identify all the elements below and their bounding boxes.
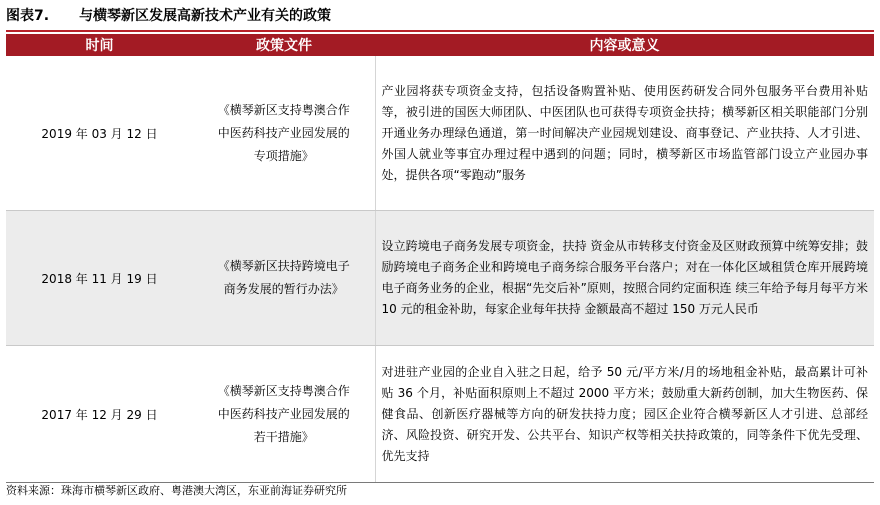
- row-date: 2018 年 11 月 19 日: [6, 211, 193, 346]
- policy-line: 商务发展的暂行办法》: [223, 282, 344, 296]
- row-date: 2017 年 12 月 29 日: [6, 346, 193, 483]
- policy-line: 若干措施》: [253, 429, 314, 444]
- header-time: 时间: [6, 34, 193, 56]
- header-policy: 政策文件: [193, 34, 375, 56]
- header-content: 内容或意义: [375, 34, 874, 56]
- policy-line: 专项措施》: [253, 148, 314, 163]
- source-note: 资料来源：珠海市横琴新区政府、粤港澳大湾区，东亚前海证券研究所: [6, 484, 347, 497]
- row-policy: [193, 211, 375, 346]
- policy-line: 中医药科技产业园发展的: [217, 406, 350, 421]
- row-date: 2019 年 03 月 12 日: [6, 56, 193, 211]
- figure-label: 图表7.: [6, 8, 50, 24]
- policy-line: 中医药科技产业园发展的: [217, 125, 350, 140]
- row-content: 产业园将获专项资金支持，包括设备购置补贴、使用医药研发合同外包服务平台费用补贴等，被引进的国医大师团队、中医团队也可获得专项资金扶持；横琴新区相关职能部门分别开通业务办理绿色通道，第一时间解决产业园规划建设、商事登记、产业扶持、人才引进、外国人就业等事宜办理过程中遇到的问题；同时，横琴新区市场监管部门设立产业园办事处，提供各项“零跑动”服务: [375, 56, 874, 211]
- table-row: [6, 56, 874, 211]
- policy-line: 《横琴新区扶持跨境电子: [217, 259, 350, 273]
- row-content: 设立跨境电子商务发展专项资金，扶持 资金从市转移支付资金及区财政预算中统筹安排；鼓励跨境电子商务企业和跨境电子商务综合服务平台落户；对在一体化区域租赁仓库开展跨境电子商务业务的企业，根据“先交后补”原则，按照合同约定面积连 续三年给予每月每平方米 10 元的租金补助，每家企业每年扶持 金额最高不超过 150 万元人民币: [375, 211, 874, 346]
- table-row: [6, 211, 874, 346]
- row-policy: [193, 56, 375, 211]
- figure-title-row: [6, 4, 874, 26]
- table-row: [6, 346, 874, 483]
- table-header-row: [6, 34, 874, 56]
- policy-table: [6, 34, 874, 483]
- title-divider: [6, 30, 874, 32]
- row-content: 对进驻产业园的企业自入驻之日起，给予 50 元/平方米/月的场地租金补贴，最高累计可补贴 36 个月，补贴面积原则上不超过 2000 平方米；鼓励重大新药创制，加大生物医药、保健食品、创新医疗器械等方向的研发扶持力度；园区企业符合横琴新区人才引进、总部经济、风险投资、研究开发、公共平台、知识产权等相关扶持政策的，同等条件下优先受理、优先支持: [375, 346, 874, 483]
- figure-title: 与横琴新区发展高新技术产业有关的政策: [79, 8, 332, 24]
- policy-line: 《横琴新区支持粤澳合作: [217, 383, 350, 398]
- row-policy: [193, 346, 375, 483]
- policy-line: 《横琴新区支持粤澳合作: [217, 102, 350, 117]
